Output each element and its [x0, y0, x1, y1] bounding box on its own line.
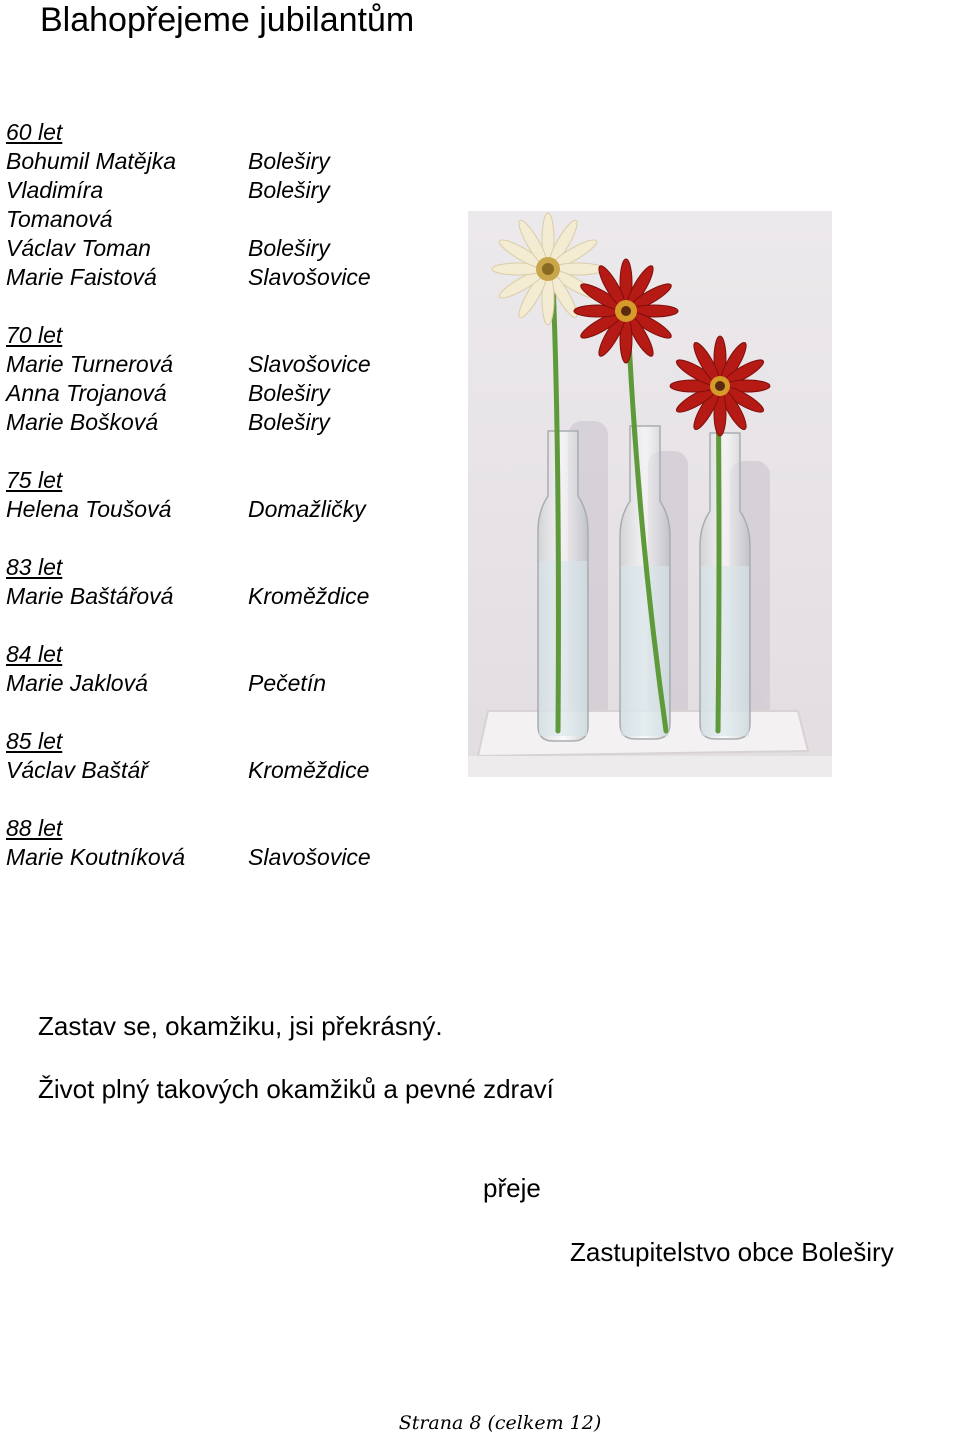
jubilant-name: Václav Toman [6, 235, 151, 261]
wish-line-2: Život plný takových okamžiků a pevné zdraví [38, 1074, 554, 1104]
jubilant-place: Boleširy [248, 380, 330, 406]
age-heading: 88 let [6, 815, 63, 841]
jubilant-place: Slavošovice [248, 351, 371, 377]
jubilant-row [6, 234, 446, 263]
age-heading: 85 let [6, 728, 63, 754]
age-heading: 84 let [6, 641, 63, 667]
jubilant-list [6, 118, 446, 872]
jubilant-name: Tomanová [6, 206, 113, 232]
age-heading: 83 let [6, 554, 63, 580]
jubilant-name: Anna Trojanová [6, 380, 167, 406]
page-title: Blahopřejeme jubilantům [40, 1, 415, 39]
jubilant-name: Bohumil Matějka [6, 148, 177, 174]
flowers-photo [468, 211, 832, 777]
jubilant-place: Boleširy [248, 177, 330, 203]
jubilant-place: Kroměždice [248, 757, 370, 783]
jubilant-name: Marie Faistová [6, 264, 157, 290]
age-heading: 75 let [6, 467, 63, 493]
signature: Zastupitelstvo obce Boleširy [570, 1237, 894, 1267]
jubilant-place: Boleširy [248, 409, 330, 435]
jubilant-place: Domažličky [248, 496, 366, 522]
page-number: Strana 8 (celkem 12) [398, 1412, 602, 1434]
jubilant-place: Kroměždice [248, 583, 370, 609]
jubilant-row [6, 205, 446, 234]
page-footer [0, 1412, 960, 1434]
jubilant-name: Marie Turnerová [6, 351, 174, 377]
jubilant-row [6, 669, 446, 698]
age-heading: 70 let [6, 322, 63, 348]
jubilant-row [6, 408, 446, 437]
jubilant-name: Václav Baštář [6, 757, 148, 783]
table-surface [468, 756, 832, 777]
age-group [6, 321, 446, 437]
jubilant-place: Pečetín [248, 670, 326, 696]
jubilant-place: Boleširy [248, 148, 330, 174]
jubilant-row [6, 843, 446, 872]
age-group [6, 118, 446, 292]
age-group [6, 466, 446, 524]
age-group [6, 640, 446, 698]
age-group [6, 814, 446, 872]
age-group [6, 553, 446, 611]
jubilant-name: Marie Baštářová [6, 583, 174, 609]
age-heading: 60 let [6, 119, 63, 145]
jubilant-name: Marie Bošková [6, 409, 159, 435]
jubilant-name: Marie Jaklová [6, 670, 148, 696]
jubilant-place: Slavošovice [248, 844, 371, 870]
jubilant-row [6, 147, 446, 176]
jubilant-name: Helena Toušová [6, 496, 172, 522]
jubilant-row [6, 582, 446, 611]
wishes-verb: přeje [483, 1173, 541, 1203]
jubilant-row [6, 379, 446, 408]
jubilant-name: Vladimíra [6, 177, 104, 203]
jubilant-place: Boleširy [248, 235, 330, 261]
jubilant-place: Slavošovice [248, 264, 371, 290]
jubilant-row [6, 350, 446, 379]
jubilant-row [6, 263, 446, 292]
wish-line-1: Zastav se, okamžiku, jsi překrásný. [38, 1011, 443, 1041]
jubilant-row [6, 176, 446, 205]
jubilant-row [6, 756, 446, 785]
jubilant-name: Marie Koutníková [6, 844, 185, 870]
age-group [6, 727, 446, 785]
jubilant-row [6, 495, 446, 524]
